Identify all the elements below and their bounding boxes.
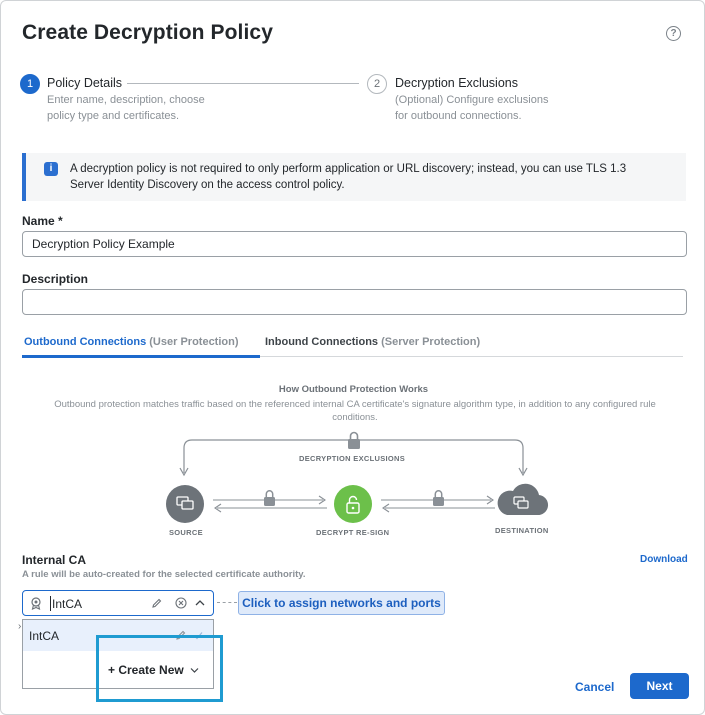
internal-ca-hint: A rule will be auto-created for the selected certificate authority. (22, 569, 306, 580)
name-field[interactable] (22, 231, 687, 257)
tab-outbound-sub: (User Protection) (149, 336, 239, 348)
dialog-title: Create Decryption Policy (22, 21, 273, 44)
dropdown-option-label: IntCA (29, 629, 60, 643)
expand-marker: › (18, 621, 22, 632)
diagram-description-line-1: Outbound protection matches traffic based on the referenced internal CA certificate's signature algorithm type, in addition to any configured rule (54, 399, 656, 410)
clear-icon[interactable] (175, 597, 187, 609)
internal-ca-label: Internal CA (22, 553, 87, 567)
step-2-title: Decryption Exclusions (395, 76, 518, 90)
pencil-icon[interactable] (151, 598, 162, 609)
source-label: SOURCE (169, 528, 203, 537)
assign-networks-button[interactable]: Click to assign networks and ports (238, 591, 445, 615)
decrypt-resign-label: DECRYPT RE-SIGN (316, 528, 390, 537)
step-2-indicator: 2 (367, 74, 387, 94)
tab-inbound-sub: (Server Protection) (381, 336, 481, 348)
diagram-description (23, 398, 687, 424)
step-2-subtitle-line-2: for outbound connections. (395, 110, 522, 122)
step-2-subtitle-line-1: (Optional) Configure exclusions (395, 94, 549, 106)
decryption-exclusions-label: DECRYPTION EXCLUSIONS (299, 454, 406, 463)
description-label: Description (22, 272, 89, 286)
decrypt-resign-node (334, 485, 372, 523)
step-1-subtitle-line-2: policy type and certificates. (47, 110, 180, 122)
download-link[interactable]: Download (640, 554, 688, 565)
info-banner-line-1: A decryption policy is not required to only perform application or URL discovery; instead, you can use TLS 1.3 (70, 163, 627, 175)
next-button[interactable]: Next (630, 673, 689, 699)
lock-icon (433, 491, 444, 506)
cloud-icon (498, 484, 548, 515)
assign-connector (217, 602, 237, 603)
step-connector (127, 83, 359, 84)
step-1-subtitle-line-1: Enter name, description, choose (47, 94, 205, 106)
tab-inbound-connections[interactable] (265, 336, 480, 348)
active-tab-indicator (22, 355, 260, 358)
lock-icon (264, 491, 275, 506)
internal-ca-value: IntCA (52, 597, 83, 611)
name-label: Name * (22, 214, 63, 228)
lock-icon (348, 433, 360, 450)
tab-outbound-label: Outbound Connections (24, 336, 147, 348)
create-new-highlight (96, 635, 223, 702)
question-circle-icon[interactable]: ? (666, 26, 681, 41)
step-1-subtitle (47, 92, 205, 124)
tab-outbound-connections[interactable] (24, 336, 239, 348)
info-banner-text (70, 161, 670, 193)
destination-label: DESTINATION (495, 526, 549, 535)
step-1-title: Policy Details (47, 76, 123, 90)
description-field[interactable] (22, 289, 687, 315)
step-2-subtitle (395, 92, 548, 124)
tab-inbound-label: Inbound Connections (265, 336, 379, 348)
text-cursor (50, 596, 51, 611)
cancel-button[interactable]: Cancel (575, 680, 615, 694)
certificate-icon (30, 597, 42, 610)
step-1-indicator: 1 (20, 74, 40, 94)
diagram-title: How Outbound Protection Works (278, 384, 429, 395)
info-banner (22, 153, 686, 201)
info-icon: i (44, 162, 58, 176)
chevron-up-icon[interactable] (195, 599, 205, 607)
create-new-label: + Create New (108, 663, 184, 677)
diagram-description-line-2: conditions. (332, 412, 378, 423)
internal-ca-select[interactable] (22, 590, 214, 616)
info-banner-line-2: Server Identity Discovery on the access control policy. (70, 179, 345, 191)
